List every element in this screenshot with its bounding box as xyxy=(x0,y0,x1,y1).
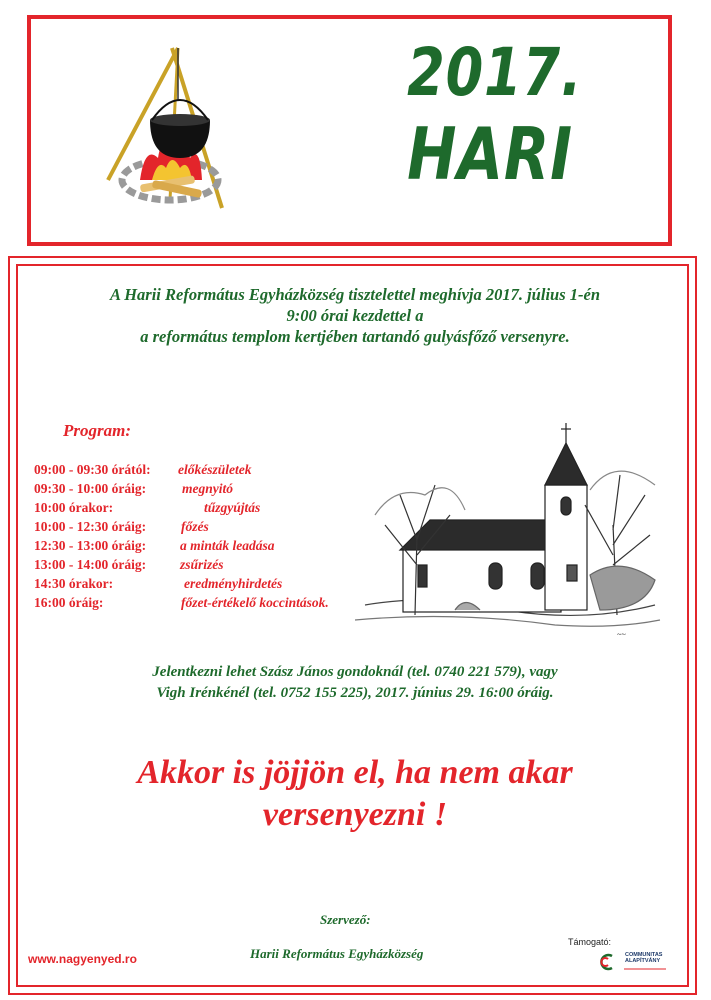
program-heading: Program: xyxy=(63,421,131,440)
title-place: HARI xyxy=(407,112,573,196)
program-activity: eredményhirdetés xyxy=(184,576,283,591)
sponsor-line: COMMUNITAS xyxy=(625,952,663,958)
slogan xyxy=(20,752,690,836)
slogan-line: versenyezni ! xyxy=(262,796,448,833)
program-time: 09:00 - 09:30 órától: xyxy=(34,462,151,477)
program-time: 16:00 óráig: xyxy=(34,595,104,610)
svg-text:~~: ~~ xyxy=(617,630,626,639)
program-activity: tűzgyújtás xyxy=(204,500,261,515)
program-time: 12:30 - 13:00 óráig: xyxy=(34,538,147,553)
title-year: 2017. xyxy=(407,34,583,111)
invitation-line: A Harii Református Egyházközség tisztelettel meghívja 2017. július 1-én xyxy=(110,285,600,304)
program-time: 10:00 órakor: xyxy=(34,500,114,515)
program-activity: főzés xyxy=(181,519,209,534)
organizer-name: Harii Református Egyházközség xyxy=(250,946,424,961)
registration-line: Jelentkezni lehet Szász János gondoknál (tel. 0740 221 579), vagy xyxy=(152,664,558,680)
church-drawing-icon xyxy=(355,415,665,645)
cauldron-over-fire-icon xyxy=(100,40,230,215)
program-time: 14:30 órakor: xyxy=(34,576,114,591)
poster-title xyxy=(390,34,583,196)
program-time: 13:00 - 14:00 óráig: xyxy=(34,557,147,572)
sponsor-line: ALAPÍTVÁNY xyxy=(625,958,661,964)
registration-info xyxy=(20,662,690,704)
registration-line: Vigh Irénkénél (tel. 0752 155 225), 2017. június 29. 16:00 óráig. xyxy=(156,685,554,701)
program-activity: zsűrizés xyxy=(180,557,224,572)
program-time: 10:00 - 12:30 óráig: xyxy=(34,519,147,534)
program-activity: előkészületek xyxy=(178,462,252,477)
program-activity: főzet-értékelő koccintások. xyxy=(181,595,329,610)
invitation-line: a református templom kertjében tartandó gulyásfőző versenyre. xyxy=(140,327,570,346)
sponsor-name xyxy=(625,952,662,964)
program-activity: megnyitó xyxy=(182,481,233,496)
program-time: 09:30 - 10:00 óráig: xyxy=(34,481,147,496)
organizer-label: Szervező: xyxy=(320,912,371,927)
sponsor-label: Támogató: xyxy=(568,937,612,947)
invitation-line: 9:00 órai kezdettel a xyxy=(286,306,424,325)
program-activity: a minták leadása xyxy=(180,538,275,553)
invitation-text xyxy=(20,284,690,347)
slogan-line: Akkor is jöjjön el, ha nem akar xyxy=(137,754,573,791)
website-link[interactable]: www.nagyenyed.ro xyxy=(28,952,137,966)
